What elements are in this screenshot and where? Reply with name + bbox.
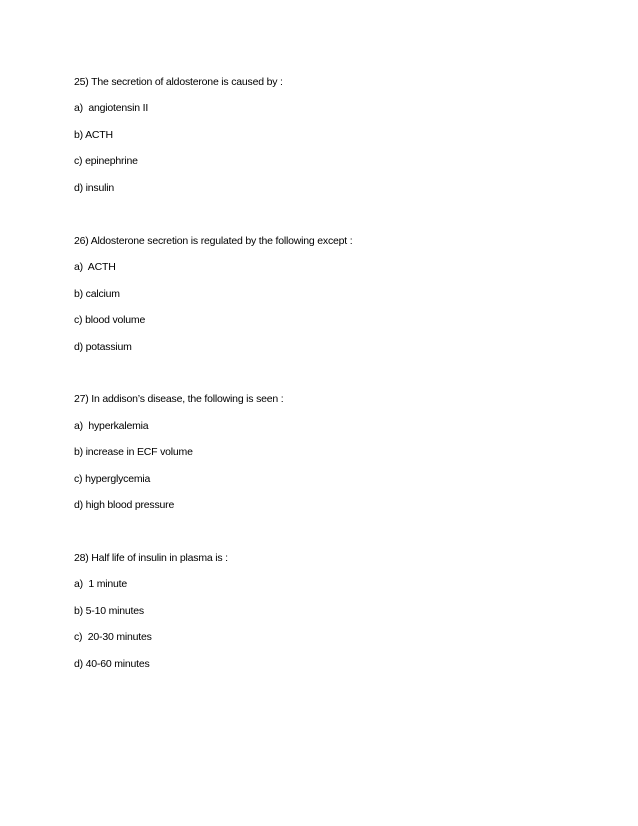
question-25-option-c: c) epinephrine xyxy=(74,155,138,167)
question-27-option-d: d) high blood pressure xyxy=(74,499,175,511)
question-28-text: 28) Half life of insulin in plasma is : xyxy=(74,552,228,564)
question-27-text: 27) In addison’s disease, the following is seen : xyxy=(74,393,284,405)
question-28-option-b: b) 5-10 minutes xyxy=(74,605,144,617)
question-28-option-c: c) 20-30 minutes xyxy=(74,631,152,643)
question-25-option-a: a) angiotensin II xyxy=(74,102,149,114)
question-27-option-a: a) hyperkalemia xyxy=(74,420,149,432)
question-25-option-b: b) ACTH xyxy=(74,129,113,141)
question-25-option-d: d) insulin xyxy=(74,182,115,194)
question-28-option-d: d) 40-60 minutes xyxy=(74,658,150,670)
question-26-option-d: d) potassium xyxy=(74,341,132,353)
question-26-option-b: b) calcium xyxy=(74,288,120,300)
question-28-option-a: a) 1 minute xyxy=(74,578,128,590)
question-26-option-c: c) blood volume xyxy=(74,314,146,326)
question-26-option-a: a) ACTH xyxy=(74,261,116,273)
question-27-option-b: b) increase in ECF volume xyxy=(74,446,193,458)
question-27-option-c: c) hyperglycemia xyxy=(74,473,151,485)
question-25-text: 25) The secretion of aldosterone is caused by : xyxy=(74,76,283,88)
question-26-text: 26) Aldosterone secretion is regulated by the following except : xyxy=(74,235,353,247)
